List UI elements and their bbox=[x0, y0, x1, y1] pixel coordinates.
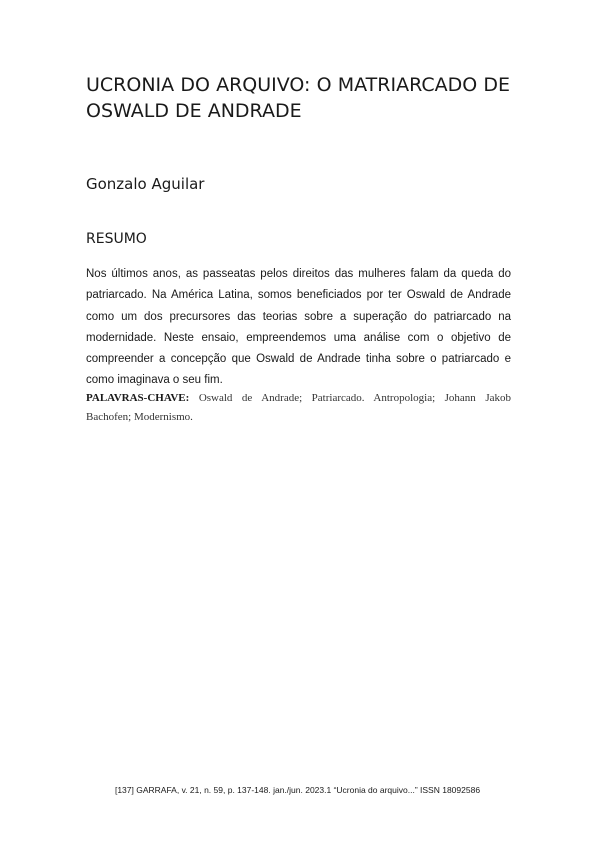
abstract-text: Nos últimos anos, as passeatas pelos direitos das mulheres falam da queda do patriarcado. Na América Latina, somos beneficiados por ter Oswald de Andrade como um dos precursores das teorias sobre a superação do patriarcado na modernidade. Neste ensaio, empreendemos uma análise com o objetivo de compreender a concepção que Oswald de Andrade tinha sobre o patriarcado e como imaginava o seu fim. bbox=[86, 268, 511, 387]
keywords bbox=[86, 389, 511, 427]
keywords-text: Oswald de Andrade; Patriarcado. Antropologia; Johann Jakob Bachofen; Modernismo. bbox=[86, 392, 511, 423]
keywords-label: PALAVRAS-CHAVE: bbox=[86, 392, 190, 404]
author-name: Gonzalo Aguilar bbox=[86, 175, 205, 193]
page-footer-citation: [137] GARRAFA, v. 21, n. 59, p. 137-148. jan./jun. 2023.1 “Ucronia do arquivo...” ISSN 18092586 bbox=[114, 785, 481, 795]
article-title: UCRONIA DO ARQUIVO: O MATRIARCADO DE OSWALD DE ANDRADE bbox=[86, 74, 510, 122]
abstract-heading: RESUMO bbox=[86, 231, 147, 247]
